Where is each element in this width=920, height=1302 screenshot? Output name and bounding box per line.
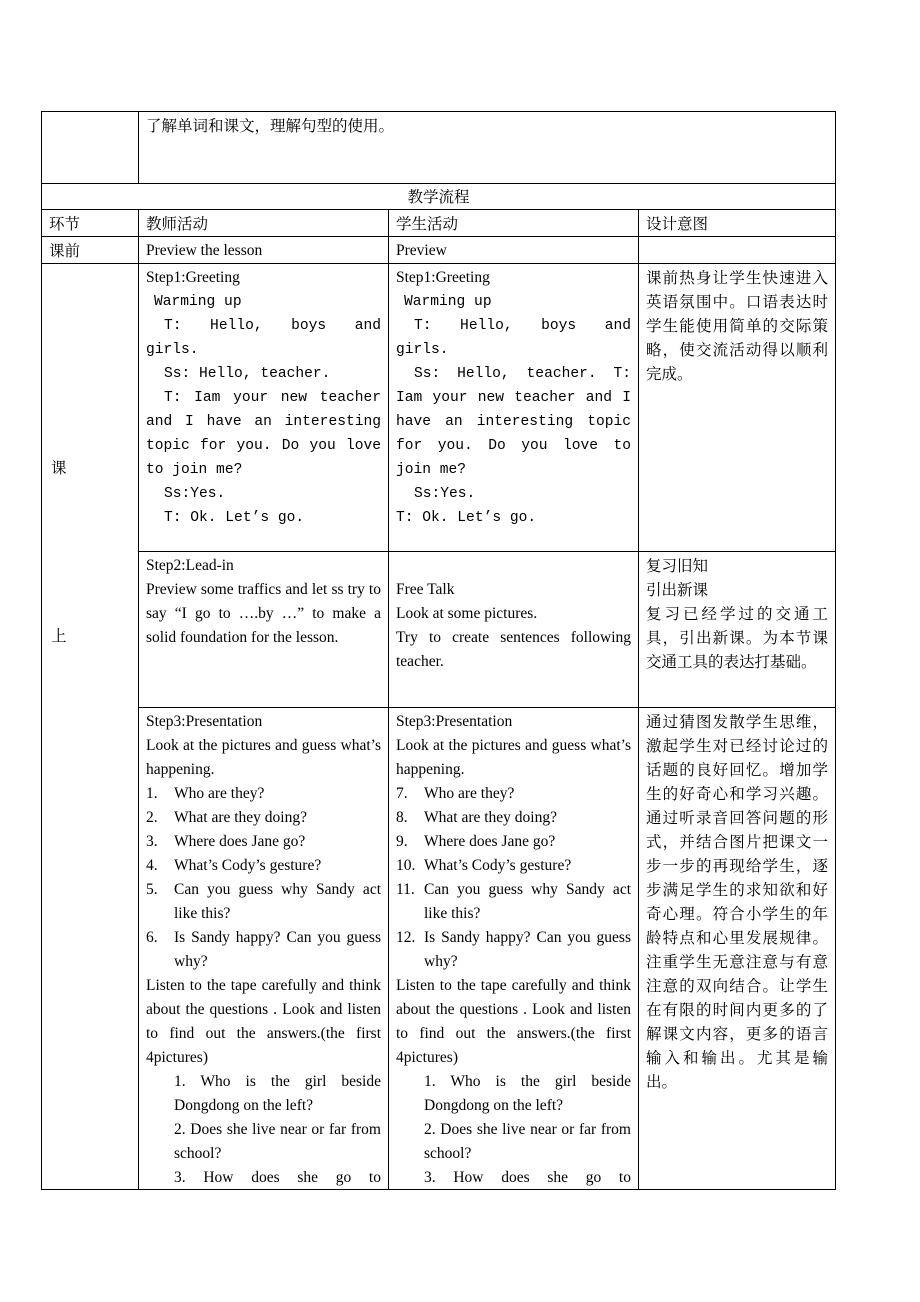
list-item: 1. Who are they?	[146, 785, 265, 802]
step1-row	[42, 264, 836, 552]
step3-student-listen: Listen to the tape carefully and think about the questions . Look and listen to find out the answers.(the first 4pictures)	[396, 977, 631, 1066]
header-student: 学生活动	[389, 210, 639, 237]
objectives-text: 了解单词和课文，理解句型的使用。	[139, 112, 836, 184]
section-title-row	[42, 184, 836, 210]
list-item: 12. Is Sandy happy? Can you guess why?	[396, 929, 631, 970]
step2-student-cell	[389, 552, 639, 708]
step2-teacher-cell	[139, 552, 389, 708]
objectives-row	[42, 112, 836, 184]
pre-row	[42, 237, 836, 264]
pre-intent	[639, 237, 836, 264]
step2-intent-line: 复习已经学过的交通工具，引出新课。为本节课交通工具的表达打基础。	[646, 605, 828, 671]
step2-student-line: Try to create sentences following teacher.	[396, 629, 631, 670]
pre-teacher: Preview the lesson	[139, 237, 389, 264]
step3-teacher-subq: 2. Does she live near or far from school?	[174, 1121, 381, 1162]
step3-student-subq: 1. Who is the girl beside Dongdong on the left?	[424, 1073, 631, 1114]
step2-student-spacer	[396, 554, 631, 578]
step1-student-line: Ss: Hello, teacher. T: Iam your new teacher and I have an interesting topic for you. Do you love to join me?	[396, 366, 631, 478]
step2-intent-cell	[639, 552, 836, 708]
step3-row	[42, 708, 836, 1190]
step2-intent-line: 复习旧知	[646, 557, 709, 575]
step3-teacher-cell	[139, 708, 389, 1190]
step2-teacher-title: Step2:Lead-in	[146, 557, 234, 574]
list-item: 6. Is Sandy happy? Can you guess why?	[146, 929, 381, 970]
step1-student-title: Step1:Greeting	[396, 269, 490, 286]
stage-char-1: 课	[51, 459, 67, 477]
header-row	[42, 210, 836, 237]
list-item: 11. Can you guess why Sandy act like this?	[396, 881, 631, 922]
lesson-plan-table	[41, 111, 836, 1190]
step1-teacher-line: T: Ok. Let’s go.	[164, 510, 305, 526]
step1-student-cell	[389, 264, 639, 552]
list-item: 9. Where does Jane go?	[396, 833, 556, 850]
step3-student-subq: 2. Does she live near or far from school?	[424, 1121, 631, 1162]
pre-stage: 课前	[42, 237, 139, 264]
step3-student-questions	[396, 782, 631, 974]
step2-student-line: Look at some pictures.	[396, 605, 538, 622]
step3-teacher-subq: 3. How does she go to	[174, 1169, 381, 1186]
list-item: 5. Can you guess why Sandy act like this?	[146, 881, 381, 922]
list-item: 7. Who are they?	[396, 785, 515, 802]
step1-student-line: T: Hello, boys and	[414, 318, 631, 334]
header-intent: 设计意图	[639, 210, 836, 237]
header-teacher: 教师活动	[139, 210, 389, 237]
stage-cell	[42, 264, 139, 1190]
step1-student-line: girls.	[396, 342, 449, 358]
step2-student-line: Free Talk	[396, 581, 455, 598]
step1-teacher-line: T: Iam your new teacher and I have an interesting topic for you. Do you love to join me?	[146, 390, 381, 478]
step3-student-subq: 3. How does she go to	[424, 1169, 631, 1186]
step1-teacher-cell	[139, 264, 389, 552]
step1-teacher-line: Ss: Hello, teacher.	[164, 366, 331, 382]
step2-teacher-text: Preview some traffics and let ss try to say “I go to ….by …” to make a solid foundation for the lesson.	[146, 581, 381, 646]
step1-teacher-line: T: Hello, boys and	[164, 318, 381, 334]
step1-student-line: T: Ok. Let’s go.	[396, 510, 537, 526]
objectives-empty-cell	[42, 112, 139, 184]
step3-teacher-intro: Look at the pictures and guess what’s happening.	[146, 737, 381, 778]
step2-intent-line: 引出新课	[646, 581, 709, 599]
step3-teacher-subq: 1. Who is the girl beside Dongdong on the left?	[174, 1073, 381, 1114]
step1-student-line: Ss:Yes.	[414, 486, 476, 502]
step3-teacher-questions	[146, 782, 381, 974]
step3-student-title: Step3:Presentation	[396, 713, 513, 730]
step3-intent: 通过猜图发散学生思维，激起学生对已经讨论过的话题的良好回忆。增加学生的好奇心和学习兴趣。通过听录音回答问题的形式，并结合图片把课文一步一步的再现给学生，逐步满足学生的求知欲和好奇心理。符合小学生的年龄特点和心里发展规律。注重学生无意注意与有意注意的双向结合。让学生在有限的时间内更多的了解课文内容，更多的语言输入和输出。尤其是输出。	[639, 708, 836, 1190]
step1-student-line: Warming up	[404, 294, 492, 310]
step3-student-cell	[389, 708, 639, 1190]
pre-student: Preview	[389, 237, 639, 264]
stage-char-2: 上	[51, 627, 67, 645]
step1-teacher-line: Warming up	[154, 294, 242, 310]
step3-teacher-title: Step3:Presentation	[146, 713, 263, 730]
step1-teacher-title: Step1:Greeting	[146, 269, 240, 286]
step1-teacher-line: Ss:Yes.	[164, 486, 226, 502]
section-title: 教学流程	[42, 184, 836, 210]
lesson-plan-table-wrap	[41, 111, 835, 1190]
step1-intent: 课前热身让学生快速进入英语氛围中。口语表达时学生能使用简单的交际策略，使交流活动得以顺利完成。	[639, 264, 836, 552]
list-item: 4. What’s Cody’s gesture?	[146, 857, 322, 874]
list-item: 3. Where does Jane go?	[146, 833, 306, 850]
step2-row	[42, 552, 836, 708]
list-item: 2. What are they doing?	[146, 809, 307, 826]
step1-teacher-line: girls.	[146, 342, 199, 358]
list-item: 8. What are they doing?	[396, 809, 557, 826]
step3-teacher-listen: Listen to the tape carefully and think about the questions . Look and listen to find out the answers.(the first 4pictures)	[146, 977, 381, 1066]
header-stage: 环节	[42, 210, 139, 237]
list-item: 10. What’s Cody’s gesture?	[396, 857, 572, 874]
step3-student-intro: Look at the pictures and guess what’s happening.	[396, 737, 631, 778]
